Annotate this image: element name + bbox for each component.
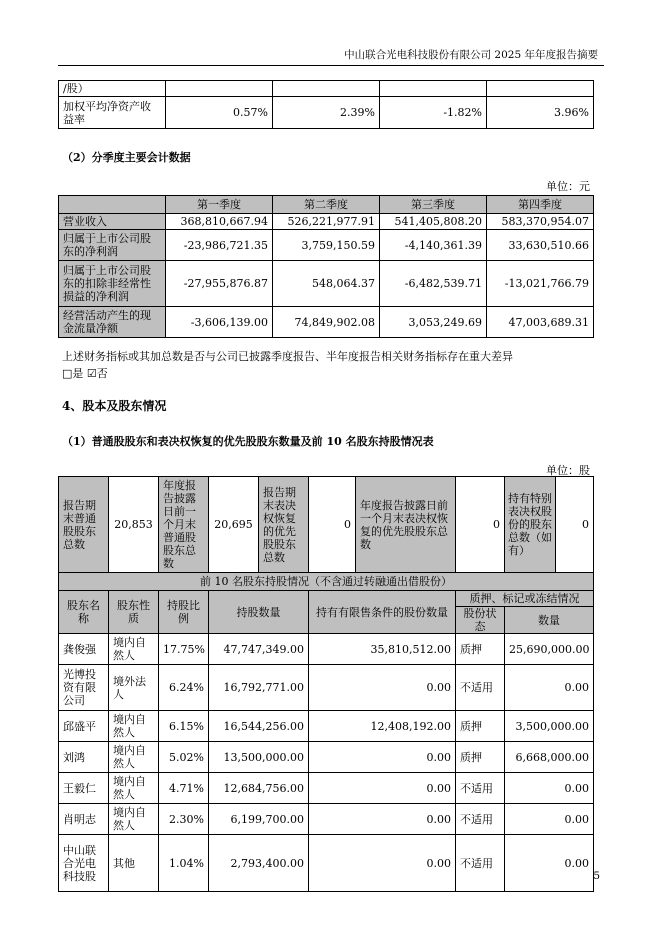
header-status: 股份状态 xyxy=(456,607,505,634)
header-restricted: 持有有限售条件的股份数量 xyxy=(309,591,456,634)
table-row xyxy=(59,230,594,261)
corner-cell xyxy=(59,196,166,214)
page-number: 5 xyxy=(593,870,600,882)
row-label: /股） xyxy=(59,81,166,97)
holder-ratio: 6.24% xyxy=(159,665,209,711)
holder-name: 肖明志 xyxy=(59,804,109,835)
holder-name: 王毅仁 xyxy=(59,773,109,804)
cell xyxy=(487,81,594,97)
cell: 3,053,249.69 xyxy=(380,307,487,338)
summary-label: 报告期末表决权恢复的优先股股东总数 xyxy=(259,477,309,573)
holder-amount: 0.00 xyxy=(505,665,594,711)
holder-amount: 0.00 xyxy=(505,773,594,804)
holder-qty: 2,793,400.00 xyxy=(209,835,309,892)
holder-amount: 25,690,000.00 xyxy=(505,634,594,665)
table-row xyxy=(59,214,594,230)
holder-status: 不适用 xyxy=(456,804,505,835)
summary-label: 年度报告披露日前一个月末表决权恢复的优先股股东总数 xyxy=(356,477,456,573)
table-row xyxy=(59,711,594,742)
header-row xyxy=(59,591,594,607)
table-row xyxy=(59,307,594,338)
holder-restricted: 12,408,192.00 xyxy=(309,711,456,742)
holder-qty: 47,747,349.00 xyxy=(209,634,309,665)
summary-split-cell xyxy=(505,477,594,573)
holder-restricted: 0.00 xyxy=(309,742,456,773)
variance-note: 上述财务指标或其加总数是否与公司已披露季度报告、半年度报告相关财务指标存在重大差异 xyxy=(62,350,513,363)
row-label: 营业收入 xyxy=(59,214,166,230)
holder-nature: 境内自然人 xyxy=(109,711,159,742)
cell: -13,021,766.79 xyxy=(487,261,594,307)
cell: 368,810,667.94 xyxy=(166,214,273,230)
top10-title: 前 10 名股东持股情况（不含通过转融通出借股份） xyxy=(59,573,594,591)
holder-qty: 16,792,771.00 xyxy=(209,665,309,711)
holder-status: 质押 xyxy=(456,634,505,665)
top10-title-row xyxy=(59,573,594,591)
holder-amount: 6,668,000.00 xyxy=(505,742,594,773)
summary-value: 0 xyxy=(582,518,589,531)
holder-status: 不适用 xyxy=(456,773,505,804)
cell: -4,140,361.39 xyxy=(380,230,487,261)
summary-label: 持有特别表决权股份的股东总数（如有） xyxy=(505,477,556,572)
row-label: 加权平均净资产收益率 xyxy=(59,97,166,129)
holder-name: 龚俊强 xyxy=(59,634,109,665)
summary-row xyxy=(59,477,594,573)
cell: 526,221,977.91 xyxy=(273,214,380,230)
holder-ratio: 4.71% xyxy=(159,773,209,804)
cell: 47,003,689.31 xyxy=(487,307,594,338)
shareholders-table xyxy=(58,476,594,892)
summary-value: 0 xyxy=(309,477,356,573)
cell: -23,986,721.35 xyxy=(166,230,273,261)
table-header-row xyxy=(59,196,594,214)
holder-status: 不适用 xyxy=(456,665,505,711)
cell: 3.96% xyxy=(487,97,594,129)
column-header: 第一季度 xyxy=(166,196,273,214)
cell: 33,630,510.66 xyxy=(487,230,594,261)
holder-restricted: 0.00 xyxy=(309,804,456,835)
holder-restricted: 0.00 xyxy=(309,773,456,804)
column-header: 第三季度 xyxy=(380,196,487,214)
holder-ratio: 17.75% xyxy=(159,634,209,665)
cell xyxy=(273,81,380,97)
quarterly-unit: 单位：元 xyxy=(546,180,590,193)
table-row xyxy=(59,634,594,665)
summary-value: 20,695 xyxy=(209,477,259,573)
holder-qty: 16,544,256.00 xyxy=(209,711,309,742)
holder-restricted: 0.00 xyxy=(309,665,456,711)
table-row xyxy=(59,665,594,711)
cell: 541,405,808.20 xyxy=(380,214,487,230)
top-metrics-table xyxy=(58,80,594,129)
holder-name: 邱盛平 xyxy=(59,711,109,742)
header-ratio: 持股比例 xyxy=(159,591,209,634)
summary-value: 20,853 xyxy=(109,477,159,573)
cell: 74,849,902.08 xyxy=(273,307,380,338)
quarterly-heading: （2）分季度主要会计数据 xyxy=(62,151,191,164)
holder-name: 刘鸿 xyxy=(59,742,109,773)
holder-amount: 3,500,000.00 xyxy=(505,711,594,742)
holder-nature: 其他 xyxy=(109,835,159,892)
header-nature: 股东性质 xyxy=(109,591,159,634)
header-qty: 持股数量 xyxy=(209,591,309,634)
holder-ratio: 5.02% xyxy=(159,742,209,773)
holder-restricted: 35,810,512.00 xyxy=(309,634,456,665)
row-label: 归属于上市公司股东的扣除非经常性损益的净利润 xyxy=(59,261,166,307)
holder-status: 质押 xyxy=(456,711,505,742)
page-header-title: 中山联合光电科技股份有限公司 2025 年年度报告摘要 xyxy=(344,49,598,61)
column-header: 第四季度 xyxy=(487,196,594,214)
holder-status: 质押 xyxy=(456,742,505,773)
holder-name: 光博投资有限公司 xyxy=(59,665,109,711)
holder-qty: 6,199,700.00 xyxy=(209,804,309,835)
cell: 3,759,150.59 xyxy=(273,230,380,261)
section-subheading: （1）普通股股东和表决权恢复的优先股股东数量及前 10 名股东持股情况表 xyxy=(62,435,434,448)
variance-choice: □是 ☑否 xyxy=(62,367,108,380)
holder-qty: 13,500,000.00 xyxy=(209,742,309,773)
header-amount: 数量 xyxy=(505,607,594,634)
holder-nature: 境内自然人 xyxy=(109,634,159,665)
column-header: 第二季度 xyxy=(273,196,380,214)
table-row xyxy=(59,804,594,835)
holder-amount: 0.00 xyxy=(505,804,594,835)
holder-nature: 境内自然人 xyxy=(109,742,159,773)
holder-qty: 12,684,756.00 xyxy=(209,773,309,804)
summary-label: 年度报告披露日前一个月末普通股股东总数 xyxy=(159,477,209,573)
holder-restricted: 0.00 xyxy=(309,835,456,892)
cell: 0.57% xyxy=(166,97,273,129)
table-row xyxy=(59,742,594,773)
holder-nature: 境内自然人 xyxy=(109,773,159,804)
holder-status: 不适用 xyxy=(456,835,505,892)
cell: -1.82% xyxy=(380,97,487,129)
summary-value: 0 xyxy=(456,477,505,573)
cell: -3,606,139.00 xyxy=(166,307,273,338)
quarterly-table xyxy=(58,195,594,338)
cell xyxy=(166,81,273,97)
holder-name: 中山联合光电科技股 xyxy=(59,835,109,892)
table-row xyxy=(59,773,594,804)
cell: 583,370,954.07 xyxy=(487,214,594,230)
table-row xyxy=(59,81,594,97)
cell: 2.39% xyxy=(273,97,380,129)
cell: -27,955,876.87 xyxy=(166,261,273,307)
section-title: 4、股本及股东情况 xyxy=(62,399,167,413)
table-row xyxy=(59,97,594,129)
header-pledge: 质押、标记或冻结情况 xyxy=(456,591,594,607)
cell: 548,064.37 xyxy=(273,261,380,307)
cell: -6,482,539.71 xyxy=(380,261,487,307)
shareholder-unit: 单位：股 xyxy=(546,464,590,477)
table-row xyxy=(59,835,594,892)
holder-ratio: 1.04% xyxy=(159,835,209,892)
row-label: 归属于上市公司股东的净利润 xyxy=(59,230,166,261)
holder-ratio: 2.30% xyxy=(159,804,209,835)
holder-amount: 0.00 xyxy=(505,835,594,892)
table-row xyxy=(59,261,594,307)
row-label: 经营活动产生的现金流量净额 xyxy=(59,307,166,338)
holder-ratio: 6.15% xyxy=(159,711,209,742)
holder-nature: 境外法人 xyxy=(109,665,159,711)
summary-label: 报告期末普通股股东总数 xyxy=(59,477,109,573)
holder-nature: 境内自然人 xyxy=(109,804,159,835)
header-divider xyxy=(58,65,604,66)
cell xyxy=(380,81,487,97)
header-name: 股东名称 xyxy=(59,591,109,634)
